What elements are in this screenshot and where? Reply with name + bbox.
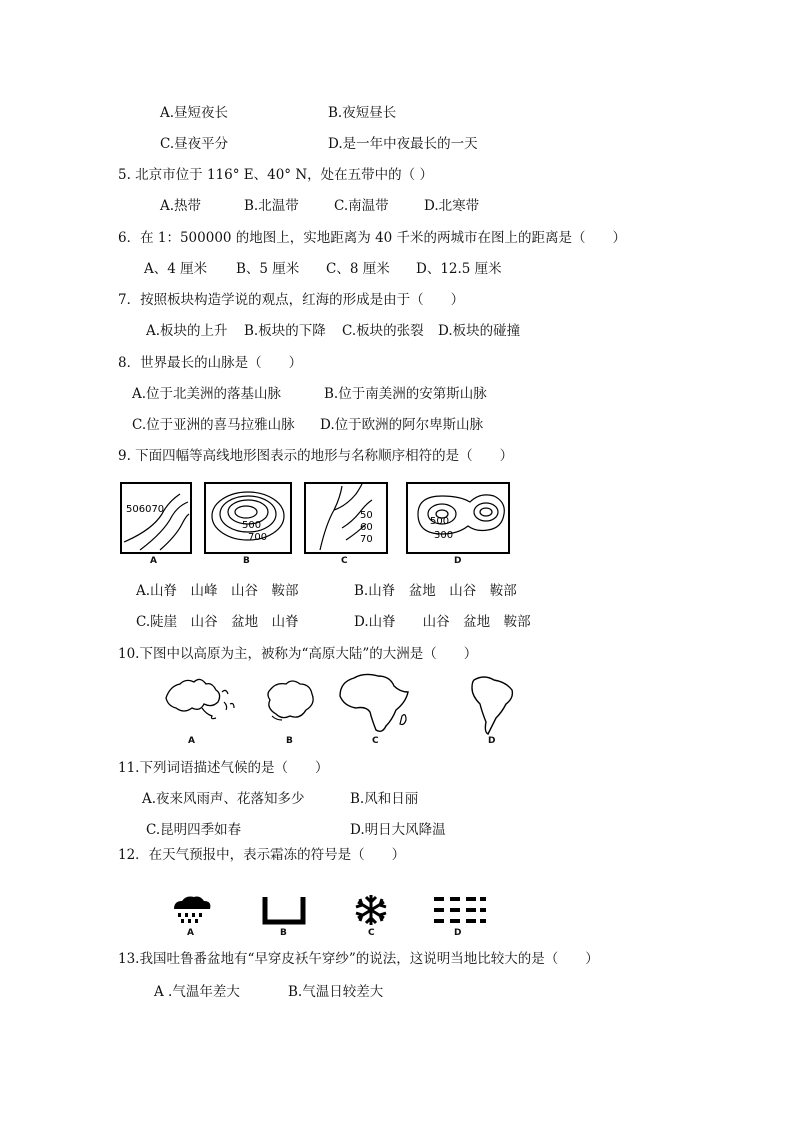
continent-outline-a [160, 672, 240, 722]
q8-option-d: D.位于欧洲的阿尔卑斯山脉 [320, 417, 484, 433]
continent-outline-c [334, 670, 414, 736]
q5-option-a: A.热带 [160, 198, 202, 214]
q7-option-c: C.板块的张裂 [342, 323, 424, 339]
continent-outline [202, 708, 216, 719]
q13-stem: 13.我国吐鲁番盆地有“早穿皮袄午穿纱”的说法，这说明当地比较大的是（ ） [118, 951, 599, 967]
continent-outline [400, 715, 406, 725]
contour-map-d-label: D [454, 556, 462, 566]
q4-option-c: C.昼夜平分 [160, 136, 229, 152]
continent-c-label: C [372, 736, 379, 746]
weather-symbol-a-label: A [187, 928, 194, 938]
q5-option-c: C.南温带 [334, 198, 389, 214]
contour-line [235, 506, 257, 518]
q8-option-b: B.位于南美洲的安第斯山脉 [324, 386, 487, 402]
continent-outline [166, 679, 220, 711]
continent-outline [222, 690, 234, 710]
continent-outline-d [466, 672, 518, 738]
contour-elevation-label: 500 [430, 516, 450, 527]
contour-elevation-label: 50 [360, 510, 373, 521]
q5-option-d: D.北寒带 [424, 198, 480, 214]
weather-symbol-c-label: C [368, 928, 375, 938]
contour-map-b-label: B [243, 556, 250, 566]
q8-option-a: A.位于北美洲的落基山脉 [132, 386, 282, 402]
q9-stem: 9. 下面四幅等高线地形图表示的地形与名称顺序相符的是（ ） [118, 448, 514, 464]
contour-elevation-label: 500 [242, 520, 262, 531]
q6-option-d: D、12.5 厘米 [416, 261, 502, 277]
contour-line [480, 508, 492, 516]
q8-stem: 8．世界最长的山脉是（ ） [118, 355, 303, 371]
contour-map-a-label: A [150, 556, 157, 566]
q7-option-d: D.板块的碰撞 [438, 323, 521, 339]
contour-line [160, 514, 189, 550]
q13-option-a: A .气温年差大 [154, 984, 240, 1000]
contour-line [320, 486, 342, 550]
continent-b-label: B [286, 736, 293, 746]
contour-map-c [304, 482, 388, 554]
q9-option-d: D.山脊 山谷 盆地 鞍部 [354, 614, 531, 630]
q13-option-b: B.气温日较差大 [288, 984, 384, 1000]
contour-elevation-label: 300 [434, 530, 454, 541]
continent-outline-b [262, 676, 318, 724]
contour-map-a [120, 482, 192, 554]
q7-option-a: A.板块的上升 [146, 323, 228, 339]
rain-cloud-icon [170, 895, 214, 925]
contour-line [474, 503, 498, 521]
q6-option-c: C、8 厘米 [326, 261, 390, 277]
q11-option-a: A.夜来风雨声、花落知多少 [142, 791, 305, 807]
q6-stem: 6．在 1：500000 的地图上，实地距离为 40 千米的两城市在图上的距离是（ ） [118, 230, 627, 246]
q4-option-a: A.昼短夜长 [160, 105, 229, 121]
q9-option-a: A.山脊 山峰 山谷 鞍部 [136, 583, 299, 599]
q6-option-b: B、5 厘米 [236, 261, 300, 277]
q4-option-b: B.夜短昼长 [328, 105, 397, 121]
weather-symbol-b-label: B [280, 928, 287, 938]
q5-option-b: B.北温带 [244, 198, 299, 214]
continent-outline [472, 677, 512, 734]
q11-option-b: B.风和日丽 [350, 791, 419, 807]
contour-map-b-lines [206, 484, 290, 552]
weather-symbol-d-label: D [454, 928, 462, 938]
q9-option-b: B.山脊 盆地 山谷 鞍部 [354, 583, 517, 599]
q4-option-d: D.是一年中夜最长的一天 [328, 136, 478, 152]
contour-map-a-lines [122, 484, 190, 552]
continent-outline [268, 681, 313, 718]
snowflake-icon [352, 893, 390, 927]
contour-elevation-label: 506070 [126, 504, 165, 515]
q9-option-c: C.陡崖 山谷 盆地 山脊 [136, 614, 299, 630]
q11-option-d: D.明日大风降温 [350, 822, 446, 838]
q5-stem: 5. 北京市位于 116° E、40° N，处在五带中的（ ） [118, 167, 433, 183]
contour-map-c-label: C [341, 556, 348, 566]
fog-dashes-icon [434, 896, 486, 924]
contour-map-d-lines [408, 484, 508, 552]
contour-elevation-label: 70 [360, 534, 373, 545]
continent-outline [340, 674, 408, 731]
q7-stem: 7．按照板块构造学说的观点，红海的形成是由于（ ） [118, 292, 465, 308]
contour-elevation-label: 60 [360, 522, 373, 533]
contour-map-d [406, 482, 510, 554]
continent-d-label: D [488, 736, 496, 746]
frost-bracket-icon [262, 895, 306, 925]
q12-stem: 12．在天气预报中，表示霜冻的符号是（ ） [118, 847, 406, 863]
contour-line [334, 484, 362, 510]
q8-option-c: C.位于亚洲的喜马拉雅山脉 [132, 417, 295, 433]
q11-option-c: C.昆明四季如春 [146, 822, 242, 838]
q7-option-b: B.板块的下降 [244, 323, 326, 339]
contour-map-c-lines [306, 484, 386, 552]
q11-stem: 11.下列词语描述气候的是（ ） [118, 760, 329, 776]
continent-a-label: A [188, 736, 195, 746]
q6-option-a: A、4 厘米 [144, 261, 208, 277]
contour-map-b [204, 482, 292, 554]
contour-elevation-label: 700 [248, 532, 268, 543]
q10-stem: 10.下图中以高原为主，被称为“高原大陆”的大洲是（ ） [118, 646, 478, 662]
